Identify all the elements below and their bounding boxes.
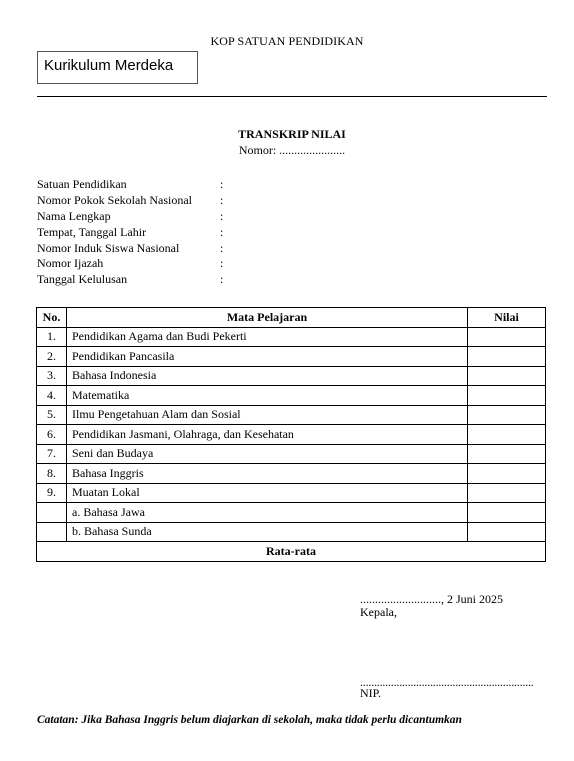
identity-colon: :: [220, 256, 224, 271]
document-number: Nomor: ......................: [238, 143, 346, 157]
average-row: [37, 542, 546, 562]
table-row: [37, 425, 546, 445]
identity-section: [37, 177, 337, 288]
grade-cell[interactable]: [468, 522, 546, 542]
row-number: 9.: [37, 483, 67, 503]
subject-name: a. Bahasa Jawa: [67, 503, 468, 523]
identity-row: [37, 225, 337, 241]
identity-colon: :: [220, 192, 224, 207]
grade-cell[interactable]: [468, 425, 546, 445]
identity-colon: :: [220, 240, 224, 255]
grade-cell[interactable]: [468, 327, 546, 347]
column-header-no: No.: [37, 308, 67, 328]
table-row: [37, 347, 546, 367]
table-header-row: [37, 308, 546, 328]
footnote: Catatan: Jika Bahasa Inggris belum diajarkan di sekolah, maka tidak perlu dicantumkan: [37, 714, 462, 726]
curriculum-badge: Kurikulum Merdeka: [37, 51, 198, 84]
signature-nip: NIP.: [360, 686, 382, 700]
identity-label: Tanggal Kelulusan: [37, 272, 128, 287]
subject-name: Pendidikan Agama dan Budi Pekerti: [67, 327, 468, 347]
identity-colon: :: [220, 272, 224, 287]
row-number: [37, 503, 67, 523]
subject-name: Matematika: [67, 386, 468, 406]
table-row: [37, 503, 546, 523]
row-number: 7.: [37, 444, 67, 464]
subject-name: Pendidikan Jasmani, Olahraga, dan Kesehatan: [67, 425, 468, 445]
grade-cell[interactable]: [468, 464, 546, 484]
row-number: [37, 522, 67, 542]
grade-cell[interactable]: [468, 405, 546, 425]
identity-row: [37, 193, 337, 209]
grade-cell[interactable]: [468, 503, 546, 523]
signature-line: ..............................................................: [360, 675, 534, 689]
signature-date: ..........................., 2 Juni 2025: [360, 592, 504, 606]
signature-role: Kepala,: [360, 605, 397, 619]
column-header-subject: Mata Pelajaran: [67, 308, 468, 328]
identity-colon: :: [220, 208, 224, 223]
row-number: 3.: [37, 366, 67, 386]
identity-label: Nomor Pokok Sekolah Nasional: [37, 192, 192, 207]
table-row: [37, 444, 546, 464]
identity-label: Nomor Ijazah: [37, 256, 104, 271]
identity-row: [37, 177, 337, 193]
identity-label: Nomor Induk Siswa Nasional: [37, 240, 180, 255]
header-divider: [37, 96, 547, 97]
row-number: 8.: [37, 464, 67, 484]
identity-row: [37, 241, 337, 257]
grade-cell[interactable]: [468, 483, 546, 503]
table-row: [37, 522, 546, 542]
identity-label: Satuan Pendidikan: [37, 177, 127, 191]
table-row: [37, 464, 546, 484]
table-row: [37, 405, 546, 425]
row-number: 5.: [37, 405, 67, 425]
identity-colon: :: [220, 177, 224, 191]
subject-name: Bahasa Inggris: [67, 464, 468, 484]
column-header-grade: Nilai: [468, 308, 546, 328]
row-number: 6.: [37, 425, 67, 445]
row-number: 4.: [37, 386, 67, 406]
subject-name: Ilmu Pengetahuan Alam dan Sosial: [67, 405, 468, 425]
grade-cell[interactable]: [468, 444, 546, 464]
row-number: 1.: [37, 327, 67, 347]
row-number: 2.: [37, 347, 67, 367]
identity-label: Tempat, Tanggal Lahir: [37, 224, 147, 239]
grade-cell[interactable]: [468, 347, 546, 367]
subject-name: b. Bahasa Sunda: [67, 522, 468, 542]
subject-name: Seni dan Budaya: [67, 444, 468, 464]
table-row: [37, 386, 546, 406]
grades-table: [36, 307, 546, 562]
identity-row: [37, 256, 337, 272]
subject-name: Muatan Lokal: [67, 483, 468, 503]
identity-colon: :: [220, 224, 224, 239]
grade-cell[interactable]: [468, 366, 546, 386]
identity-row: [37, 209, 337, 225]
grade-cell[interactable]: [468, 386, 546, 406]
table-row: [37, 327, 546, 347]
identity-label: Nama Lengkap: [37, 208, 111, 223]
table-row: [37, 483, 546, 503]
identity-row: [37, 272, 337, 288]
subject-name: Bahasa Indonesia: [67, 366, 468, 386]
document-title: TRANSKRIP NILAI: [238, 127, 346, 141]
average-label: Rata-rata: [37, 542, 546, 562]
subject-name: Pendidikan Pancasila: [67, 347, 468, 367]
table-row: [37, 366, 546, 386]
letterhead-placeholder: KOP SATUAN PENDIDIKAN: [210, 34, 364, 48]
